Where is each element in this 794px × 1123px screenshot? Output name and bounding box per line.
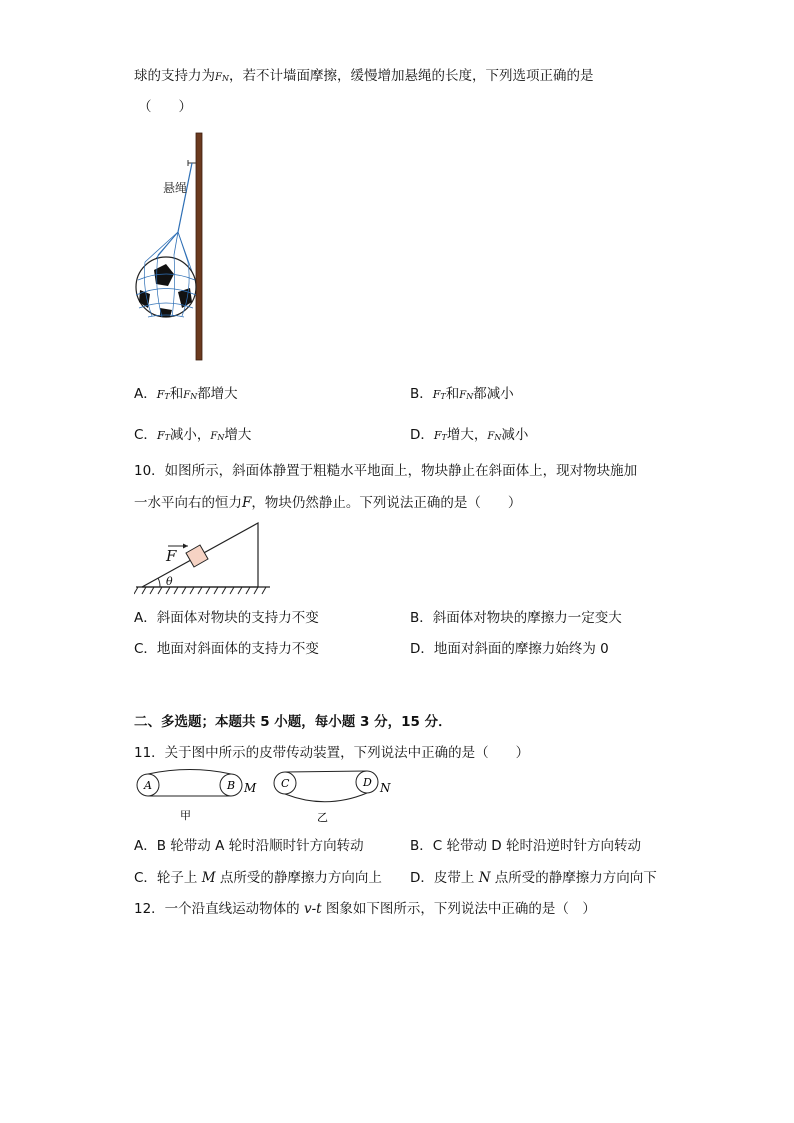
q11-option-c[interactable]: [134, 869, 382, 887]
option-text: D．皮带上: [410, 870, 479, 886]
ft-subscript: T: [440, 392, 446, 401]
q10-option-d[interactable]: D．地面对斜面的摩擦力始终为 0: [410, 641, 609, 657]
option-text: 和: [169, 386, 184, 402]
option-text: 和: [445, 386, 460, 402]
q10-option-c[interactable]: C．地面对斜面体的支持力不变: [134, 641, 319, 657]
q10-figure-incline: [134, 518, 274, 598]
ft-symbol: F: [156, 388, 165, 401]
q9-option-a[interactable]: [134, 385, 238, 406]
angle-label: θ: [166, 575, 173, 588]
label-d: D: [363, 776, 372, 789]
ft-subscript: T: [164, 392, 170, 401]
q11-option-b[interactable]: B．C 轮带动 D 轮时沿逆时针方向转动: [410, 838, 641, 854]
option-text: 都增大: [197, 386, 238, 402]
fn-subscript: N: [494, 433, 502, 442]
q11-stem: 11．关于图中所示的皮带传动装置，下列说法中正确的是（ ）: [134, 745, 530, 761]
q9-stem-text: 球的支持力为: [134, 68, 215, 84]
belt-yi-top: [285, 771, 367, 772]
point-n-symbol: N: [478, 870, 491, 886]
ft-subscript: T: [441, 433, 447, 442]
label-yi: 乙: [317, 811, 328, 824]
q12-stem: [134, 900, 596, 918]
q12-stem-text: 图象如下图所示，下列说法中正确的是（ ）: [321, 901, 596, 917]
fn-subscript: N: [466, 392, 474, 401]
force-label: F: [166, 547, 177, 565]
block: [186, 545, 208, 567]
q9-fn-subscript: N: [221, 74, 229, 83]
q9-figure-ball-wall: [130, 130, 220, 365]
ft-symbol: F: [432, 388, 441, 401]
point-m-symbol: M: [201, 870, 216, 886]
angle-arc: [158, 578, 160, 587]
force-symbol: F: [242, 495, 252, 511]
option-text: 增大，: [446, 427, 488, 443]
fn-subscript: N: [190, 392, 198, 401]
option-text: 减小，: [169, 427, 211, 443]
q10-stem-text: 一水平向右的恒力: [134, 495, 242, 511]
q9-stem-line1: [134, 67, 593, 88]
ground-hatching: [134, 587, 266, 594]
fn-symbol: F: [459, 390, 467, 401]
option-text: 减小: [501, 427, 529, 443]
rope: [178, 163, 192, 232]
q11-option-a[interactable]: A．B 轮带动 A 轮时沿顺时针方向转动: [134, 838, 364, 854]
option-text: C．轮子上: [134, 870, 202, 886]
q11-figure-belt-drive: [134, 768, 404, 826]
option-text: 都减小: [473, 386, 514, 402]
vt-symbol: v-t: [303, 901, 322, 917]
fn-subscript: N: [217, 433, 225, 442]
option-text: 点所受的静摩擦力方向向上: [215, 870, 382, 886]
q10-option-a[interactable]: A．斜面体对物块的支持力不变: [134, 610, 319, 626]
q9-option-b[interactable]: [410, 385, 514, 406]
q10-stem-text: ，物块仍然静止。下列说法正确的是（ ）: [251, 495, 522, 511]
label-jia: 甲: [180, 809, 191, 822]
q10-stem-line1: 10．如图所示，斜面体静置于粗糙水平地面上，物块静止在斜面体上，现对物块施加: [134, 463, 638, 479]
fn-symbol: F: [487, 431, 495, 442]
label-n: N: [380, 781, 391, 795]
ft-symbol: F: [156, 429, 165, 442]
option-text: 增大: [224, 427, 252, 443]
q9-fn-symbol: F: [215, 72, 222, 83]
option-letter: C．: [134, 427, 157, 443]
q12-stem-text: 12．一个沿直线运动物体的: [134, 901, 304, 917]
label-a: A: [144, 779, 152, 792]
label-c: C: [281, 777, 290, 790]
ft-subscript: T: [164, 433, 170, 442]
option-text: 点所受的静摩擦力方向向下: [490, 870, 657, 886]
belt-jia-top: [148, 770, 231, 775]
belt-yi-bottom: [285, 793, 367, 802]
q9-answer-blank: （ ）: [138, 99, 192, 115]
q11-option-d[interactable]: [410, 869, 657, 887]
q9-option-d[interactable]: [410, 426, 528, 447]
label-m: M: [244, 781, 257, 795]
section-heading-multiple-choice: 二、多选题；本题共 5 小题，每小题 3 分，15 分．: [134, 714, 452, 730]
fn-symbol: F: [183, 390, 191, 401]
q10-option-b[interactable]: B．斜面体对物块的摩擦力一定变大: [410, 610, 622, 626]
figure-label-rope: 悬绳: [163, 181, 188, 195]
fn-symbol: F: [210, 431, 218, 442]
q9-stem-rest: ，若不计墙面摩擦，缓慢增加悬绳的长度，下列选项正确的是: [228, 68, 594, 84]
option-letter: B．: [410, 386, 433, 402]
label-b: B: [227, 779, 236, 792]
wall: [196, 133, 202, 360]
option-letter: D．: [410, 427, 434, 443]
ft-symbol: F: [433, 429, 442, 442]
q9-option-c[interactable]: [134, 426, 251, 447]
option-letter: A．: [134, 386, 157, 402]
q10-stem-line2: [134, 494, 521, 512]
